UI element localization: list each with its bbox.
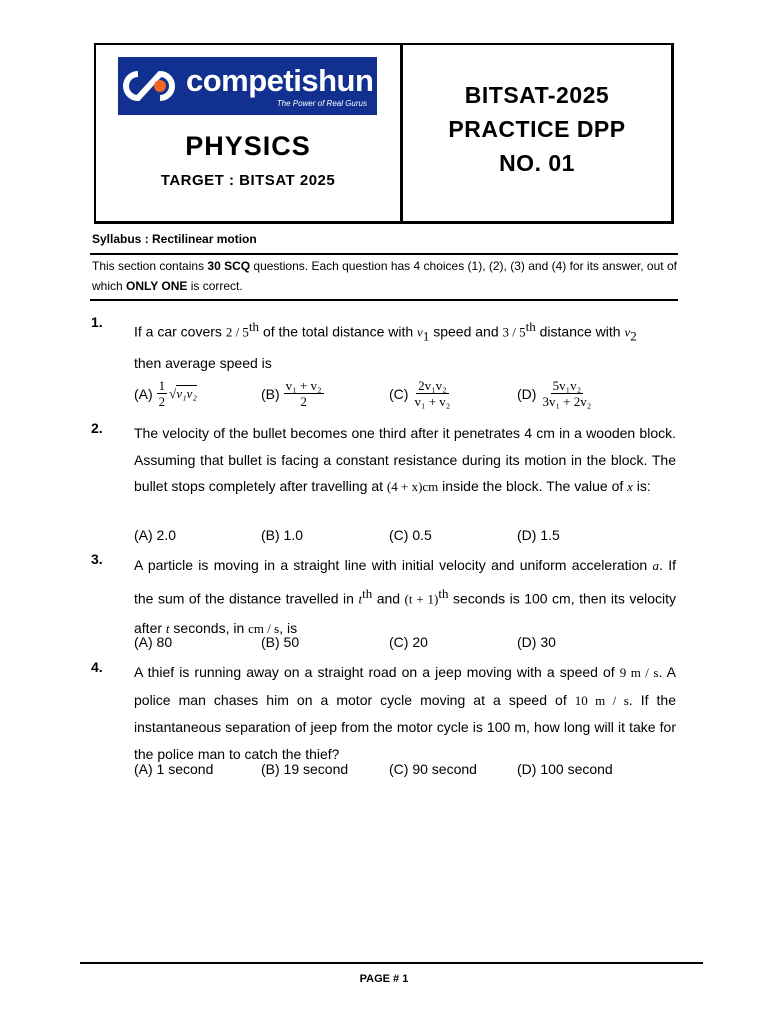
target-label: TARGET : BITSAT 2025 (160, 172, 336, 189)
question-number: 1. (91, 314, 103, 330)
option-a: (A) 1 second (134, 761, 214, 777)
option-c: (C) 20 (389, 634, 428, 650)
option-d: (D) 1.5 (517, 527, 560, 543)
page-number: PAGE # 1 (359, 973, 409, 985)
option-a: (A) 80 (134, 634, 173, 650)
dpp-title-line: PRACTICE DPP (448, 116, 626, 142)
option-a: (A) 2.0 (134, 527, 177, 543)
footer-divider (80, 962, 703, 964)
question-number: 2. (91, 420, 103, 436)
instructions: This section contains 30 SCQ questions. Each question has 4 choices (1), (2), (3) and (4) for its answer, out of which ONLY ONE is correct. (92, 259, 677, 293)
option-c: (C) $\frac{\text{2v₁v₂}}{\text{v₁ + v₂}}$ (389, 378, 451, 409)
infinity-logo-icon (118, 57, 180, 115)
dpp-title-line: BITSAT-2025 (464, 82, 610, 108)
option-b: (B) 50 (261, 634, 300, 650)
dpp-title-line: NO. 01 (499, 150, 575, 176)
option-b: (B) 19 second (261, 761, 349, 777)
question-number: 3. (91, 551, 103, 567)
options-row (134, 761, 676, 785)
option-b: (B) $\frac{\text{v₁ + v₂}}{2}$ (261, 378, 322, 409)
header-left (96, 45, 403, 221)
question-number: 4. (91, 659, 103, 675)
option-d: (D) 30 (517, 634, 556, 650)
header-box (94, 43, 674, 224)
divider (90, 299, 678, 301)
logo-tagline: The Power of Real Gurus (276, 99, 367, 108)
question-text: A particle is moving in a straight line with initial velocity and uniform acceleration a. If the sum of the distance travelled in $t^{th}$ and $(t + 1)^{th}$ seconds is 100 cm, then its velocity after t seconds, in cm / s, is (134, 557, 677, 636)
option-c: (C) 0.5 (389, 527, 432, 543)
question-text: A thief is running away on a straight road on a jeep moving with a speed of 9 m / s. A police man chases him on a motor cycle moving at a speed of 10 m / s. If the instantaneous separation of jeep from the motor cycle is 100 m, how long will it take for the police man to catch the thief? (134, 664, 676, 762)
question-text: The velocity of the bullet becomes one third after it penetrates 4 cm in a wooden block. Assuming that bullet is facing a constant resistance during its motion in the block. The bullet stops completely after travelling at (4 + x)cm inside the block. The value of x is: (134, 425, 676, 494)
syllabus: Syllabus : Rectilinear motion (92, 232, 257, 246)
logo (118, 57, 377, 115)
logo-text: competishun (186, 63, 374, 98)
subject-title: PHYSICS (185, 131, 311, 161)
option-c: (C) 90 second (389, 761, 477, 777)
options-row (134, 378, 676, 409)
question-text: If a car covers 2 / 5th of the total distance with $v_1$ speed and 3 / 5th distance with $v_2$ then average speed is (134, 319, 637, 371)
options-row (134, 527, 676, 551)
options-row (134, 634, 676, 658)
divider (90, 253, 678, 255)
option-d: (D) $\frac{\text{5v₁v₂}}{\text{3v₁ + 2v₂}}$ (517, 378, 592, 409)
option-d: (D) 100 second (517, 761, 613, 777)
option-a: (A) $\frac{1}{2}$ √v₁v₂ (134, 378, 197, 409)
option-b: (B) 1.0 (261, 527, 304, 543)
dpp-title (403, 45, 671, 221)
